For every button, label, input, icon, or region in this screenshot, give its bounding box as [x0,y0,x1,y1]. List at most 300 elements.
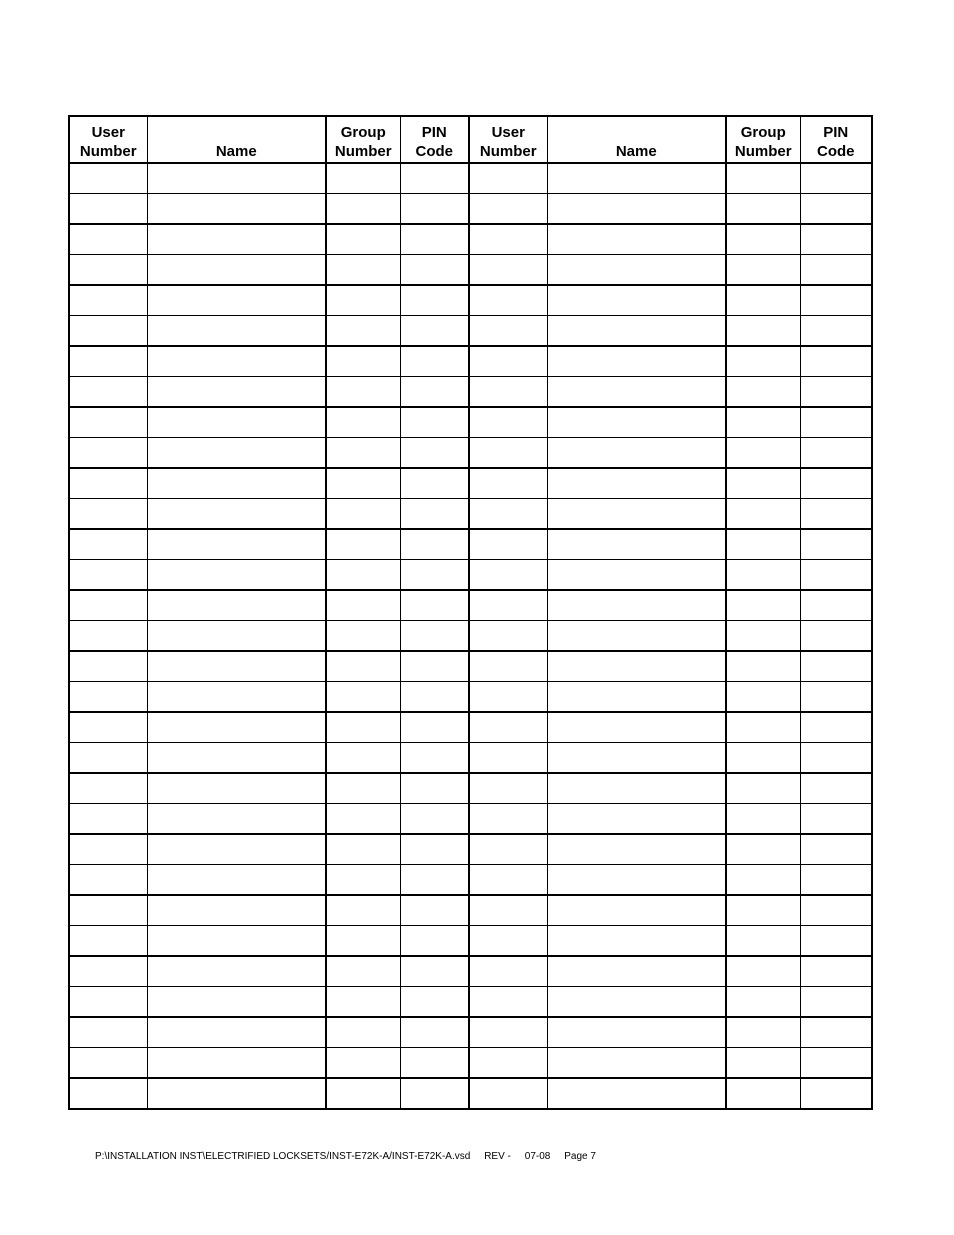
name-cell [547,590,726,621]
name-cell [547,1048,726,1079]
pin-code-cell [800,224,872,255]
group-number-cell [726,377,800,408]
group-number-cell [326,346,400,377]
table-row [69,285,872,316]
name-cell [547,804,726,835]
pin-code-cell [400,804,469,835]
header-line2: Number [734,143,792,160]
user-number-cell [69,560,147,591]
table-body [69,163,872,1109]
table-row [69,560,872,591]
pin-code-cell [400,468,469,499]
footer-date: 07-08 [524,1151,551,1162]
user-number-cell [469,1048,547,1079]
user-number-cell [469,346,547,377]
pin-code-cell [800,194,872,225]
table-row [69,865,872,896]
group-number-cell [326,773,400,804]
group-number-cell [726,560,800,591]
user-number-cell [69,194,147,225]
pin-code-cell [400,377,469,408]
name-cell [547,163,726,194]
table-row [69,773,872,804]
group-number-cell [726,590,800,621]
user-number-cell [69,987,147,1018]
name-cell [547,987,726,1018]
group-number-cell [726,316,800,347]
name-cell [147,316,326,347]
pin-code-cell [400,438,469,469]
name-cell [147,743,326,774]
name-cell [547,560,726,591]
pin-code-cell [800,773,872,804]
pin-code-cell [400,1048,469,1079]
pin-code-cell [800,865,872,896]
user-number-cell [469,194,547,225]
footer-page-number: Page 7 [564,1151,596,1162]
pin-code-cell [800,621,872,652]
name-cell [547,1017,726,1048]
user-number-cell [469,255,547,286]
name-cell [147,499,326,530]
user-number-cell [69,1078,147,1109]
group-number-cell [326,865,400,896]
group-number-cell [726,346,800,377]
user-number-cell [69,163,147,194]
table-row [69,590,872,621]
table-row [69,1017,872,1048]
name-cell [147,682,326,713]
header-line2: Number [334,143,392,160]
group-number-cell [726,529,800,560]
pin-code-cell [400,560,469,591]
pin-code-cell [800,1078,872,1109]
user-number-cell [469,926,547,957]
user-number-cell [69,285,147,316]
table-row [69,346,872,377]
pin-code-cell [800,590,872,621]
header-line2: Code [415,143,453,160]
name-cell [147,590,326,621]
name-cell [547,224,726,255]
group-number-cell [326,194,400,225]
table-row [69,529,872,560]
name-cell [547,194,726,225]
user-number-cell [69,895,147,926]
pin-code-cell [800,712,872,743]
name-cell [147,865,326,896]
name-cell [147,651,326,682]
pin-code-cell [800,1048,872,1079]
header-line1: Group [340,124,386,141]
user-number-cell [69,743,147,774]
group-number-cell [726,804,800,835]
group-number-cell [326,895,400,926]
name-cell [547,316,726,347]
table-row [69,468,872,499]
user-number-cell [469,285,547,316]
user-number-cell [69,407,147,438]
group-number-cell [326,529,400,560]
header-line2: Number [479,143,537,160]
pin-code-cell [800,255,872,286]
table-row [69,956,872,987]
header-user-number [69,116,147,163]
group-number-cell [726,773,800,804]
group-number-cell [726,682,800,713]
name-cell [547,956,726,987]
user-number-cell [469,1017,547,1048]
pin-code-cell [400,926,469,957]
group-number-cell [726,1078,800,1109]
name-cell [147,407,326,438]
pin-code-cell [800,285,872,316]
group-number-cell [326,255,400,286]
pin-code-cell [400,834,469,865]
user-number-cell [469,865,547,896]
name-cell [147,1048,326,1079]
name-cell [147,895,326,926]
user-number-cell [469,377,547,408]
name-cell [147,163,326,194]
table-row [69,987,872,1018]
table-row [69,1078,872,1109]
group-number-cell [326,987,400,1018]
user-number-cell [69,468,147,499]
table-row [69,712,872,743]
header-line1: PIN [823,124,849,141]
group-number-cell [726,956,800,987]
user-number-cell [469,895,547,926]
group-number-cell [326,621,400,652]
pin-code-cell [400,194,469,225]
pin-code-cell [400,987,469,1018]
group-number-cell [726,987,800,1018]
user-number-cell [469,987,547,1018]
name-cell [547,255,726,286]
header-line1: User [491,124,525,141]
header-line1: Group [740,124,786,141]
name-cell [547,377,726,408]
user-number-cell [469,316,547,347]
name-cell [147,560,326,591]
pin-code-cell [400,316,469,347]
pin-code-cell [400,499,469,530]
user-number-cell [469,163,547,194]
pin-code-cell [800,560,872,591]
pin-code-cell [800,377,872,408]
pin-code-cell [800,834,872,865]
name-cell [547,438,726,469]
pin-code-cell [800,651,872,682]
pin-code-cell [800,499,872,530]
group-number-cell [326,407,400,438]
name-cell [147,529,326,560]
pin-code-cell [400,255,469,286]
pin-code-cell [800,529,872,560]
user-number-cell [69,651,147,682]
group-number-cell [326,682,400,713]
header-pin-code [800,116,872,163]
name-cell [147,194,326,225]
group-number-cell [326,712,400,743]
group-number-cell [726,163,800,194]
group-number-cell [726,499,800,530]
user-number-cell [69,956,147,987]
group-number-cell [726,712,800,743]
header-group-number [326,116,400,163]
pin-code-cell [400,712,469,743]
pin-code-cell [400,163,469,194]
user-number-cell [69,529,147,560]
user-number-cell [469,529,547,560]
user-number-cell [469,682,547,713]
pin-code-cell [400,743,469,774]
pin-code-cell [800,926,872,957]
name-cell [147,621,326,652]
table-row [69,1048,872,1079]
pin-code-cell [400,346,469,377]
group-number-cell [726,255,800,286]
group-number-cell [326,468,400,499]
name-cell [547,499,726,530]
group-number-cell [326,499,400,530]
user-number-cell [469,1078,547,1109]
group-number-cell [726,895,800,926]
table-row [69,804,872,835]
pin-code-cell [800,346,872,377]
pin-code-cell [400,407,469,438]
table-row [69,743,872,774]
footer-file-path: P:\INSTALLATION INST\ELECTRIFIED LOCKSETS/INST-E72K-A/INST-E72K-A.vsd [95,1151,471,1162]
header-line1: User [91,124,125,141]
pin-code-cell [400,773,469,804]
table-row [69,682,872,713]
user-number-cell [469,468,547,499]
pin-code-cell [400,651,469,682]
table-header-row [69,116,872,163]
header-line1: PIN [421,124,447,141]
name-cell [547,468,726,499]
table-row [69,163,872,194]
user-number-cell [469,804,547,835]
name-cell [547,346,726,377]
table-row [69,926,872,957]
name-cell [147,804,326,835]
name-cell [147,224,326,255]
name-cell [147,1078,326,1109]
group-number-cell [326,743,400,774]
name-cell [147,468,326,499]
group-number-cell [326,224,400,255]
name-cell [147,255,326,286]
group-number-cell [326,560,400,591]
pin-code-cell [800,468,872,499]
name-cell [147,438,326,469]
name-cell [547,712,726,743]
group-number-cell [726,865,800,896]
user-number-cell [69,926,147,957]
name-cell [547,407,726,438]
pin-code-cell [400,1078,469,1109]
user-number-cell [69,865,147,896]
user-number-cell [69,499,147,530]
table-row [69,895,872,926]
header-group-number [726,116,800,163]
pin-code-cell [400,224,469,255]
name-cell [547,529,726,560]
user-number-cell [69,438,147,469]
user-number-cell [69,346,147,377]
user-number-cell [469,499,547,530]
header-name [547,116,726,163]
pin-code-cell [400,682,469,713]
pin-code-cell [800,682,872,713]
table-row [69,377,872,408]
user-number-cell [69,773,147,804]
table-row [69,407,872,438]
group-number-cell [326,804,400,835]
pin-code-cell [800,316,872,347]
group-number-cell [726,438,800,469]
group-number-cell [326,590,400,621]
name-cell [147,377,326,408]
group-number-cell [726,651,800,682]
user-number-cell [469,651,547,682]
pin-code-cell [400,590,469,621]
group-number-cell [326,834,400,865]
pin-code-cell [400,285,469,316]
user-pin-roster-table [68,115,873,1110]
header-line2: Code [817,143,855,160]
table-row [69,499,872,530]
user-number-cell [469,712,547,743]
name-cell [147,346,326,377]
user-number-cell [469,834,547,865]
pin-code-cell [400,621,469,652]
header-line2: Number [79,143,137,160]
name-cell [147,712,326,743]
name-cell [547,1078,726,1109]
name-cell [147,1017,326,1048]
name-cell [147,285,326,316]
user-number-cell [469,438,547,469]
name-cell [547,743,726,774]
name-cell [147,956,326,987]
name-cell [547,285,726,316]
user-number-cell [469,560,547,591]
header-pin-code [400,116,469,163]
name-cell [547,926,726,957]
user-number-cell [69,834,147,865]
user-number-cell [469,407,547,438]
user-number-cell [69,377,147,408]
pin-code-cell [800,743,872,774]
user-number-cell [69,224,147,255]
user-number-cell [69,255,147,286]
group-number-cell [326,163,400,194]
name-cell [547,621,726,652]
user-number-cell [469,224,547,255]
table-row [69,438,872,469]
group-number-cell [726,621,800,652]
pin-code-cell [800,895,872,926]
user-number-cell [469,773,547,804]
user-number-cell [69,590,147,621]
header-line2: Name [215,143,257,160]
group-number-cell [326,1017,400,1048]
group-number-cell [726,468,800,499]
group-number-cell [726,834,800,865]
header-name [147,116,326,163]
table-row [69,651,872,682]
group-number-cell [326,377,400,408]
user-number-cell [69,1017,147,1048]
group-number-cell [326,926,400,957]
pin-code-cell [800,804,872,835]
name-cell [147,834,326,865]
pin-code-cell [400,1017,469,1048]
table-row [69,621,872,652]
pin-code-cell [800,987,872,1018]
group-number-cell [726,1017,800,1048]
name-cell [547,865,726,896]
group-number-cell [726,926,800,957]
header-user-number [469,116,547,163]
pin-code-cell [800,407,872,438]
user-number-cell [469,743,547,774]
pin-code-cell [800,956,872,987]
group-number-cell [726,194,800,225]
user-number-cell [469,621,547,652]
group-number-cell [326,651,400,682]
group-number-cell [326,316,400,347]
name-cell [147,987,326,1018]
group-number-cell [726,743,800,774]
group-number-cell [326,285,400,316]
name-cell [547,895,726,926]
table-row [69,316,872,347]
pin-code-cell [800,1017,872,1048]
group-number-cell [326,438,400,469]
pin-code-cell [800,163,872,194]
name-cell [547,651,726,682]
table-row [69,224,872,255]
page-footer [95,1151,596,1162]
pin-code-cell [400,865,469,896]
user-number-cell [69,682,147,713]
pin-code-cell [400,529,469,560]
group-number-cell [726,285,800,316]
user-number-cell [469,956,547,987]
group-number-cell [726,224,800,255]
user-number-cell [469,590,547,621]
group-number-cell [726,407,800,438]
table-row [69,834,872,865]
pin-code-cell [800,438,872,469]
user-number-cell [69,712,147,743]
footer-revision: REV - [484,1151,511,1162]
name-cell [147,773,326,804]
user-number-cell [69,316,147,347]
table-row [69,194,872,225]
name-cell [547,773,726,804]
pin-code-cell [400,895,469,926]
pin-code-cell [400,956,469,987]
user-number-cell [69,1048,147,1079]
header-line2: Name [615,143,657,160]
group-number-cell [326,956,400,987]
